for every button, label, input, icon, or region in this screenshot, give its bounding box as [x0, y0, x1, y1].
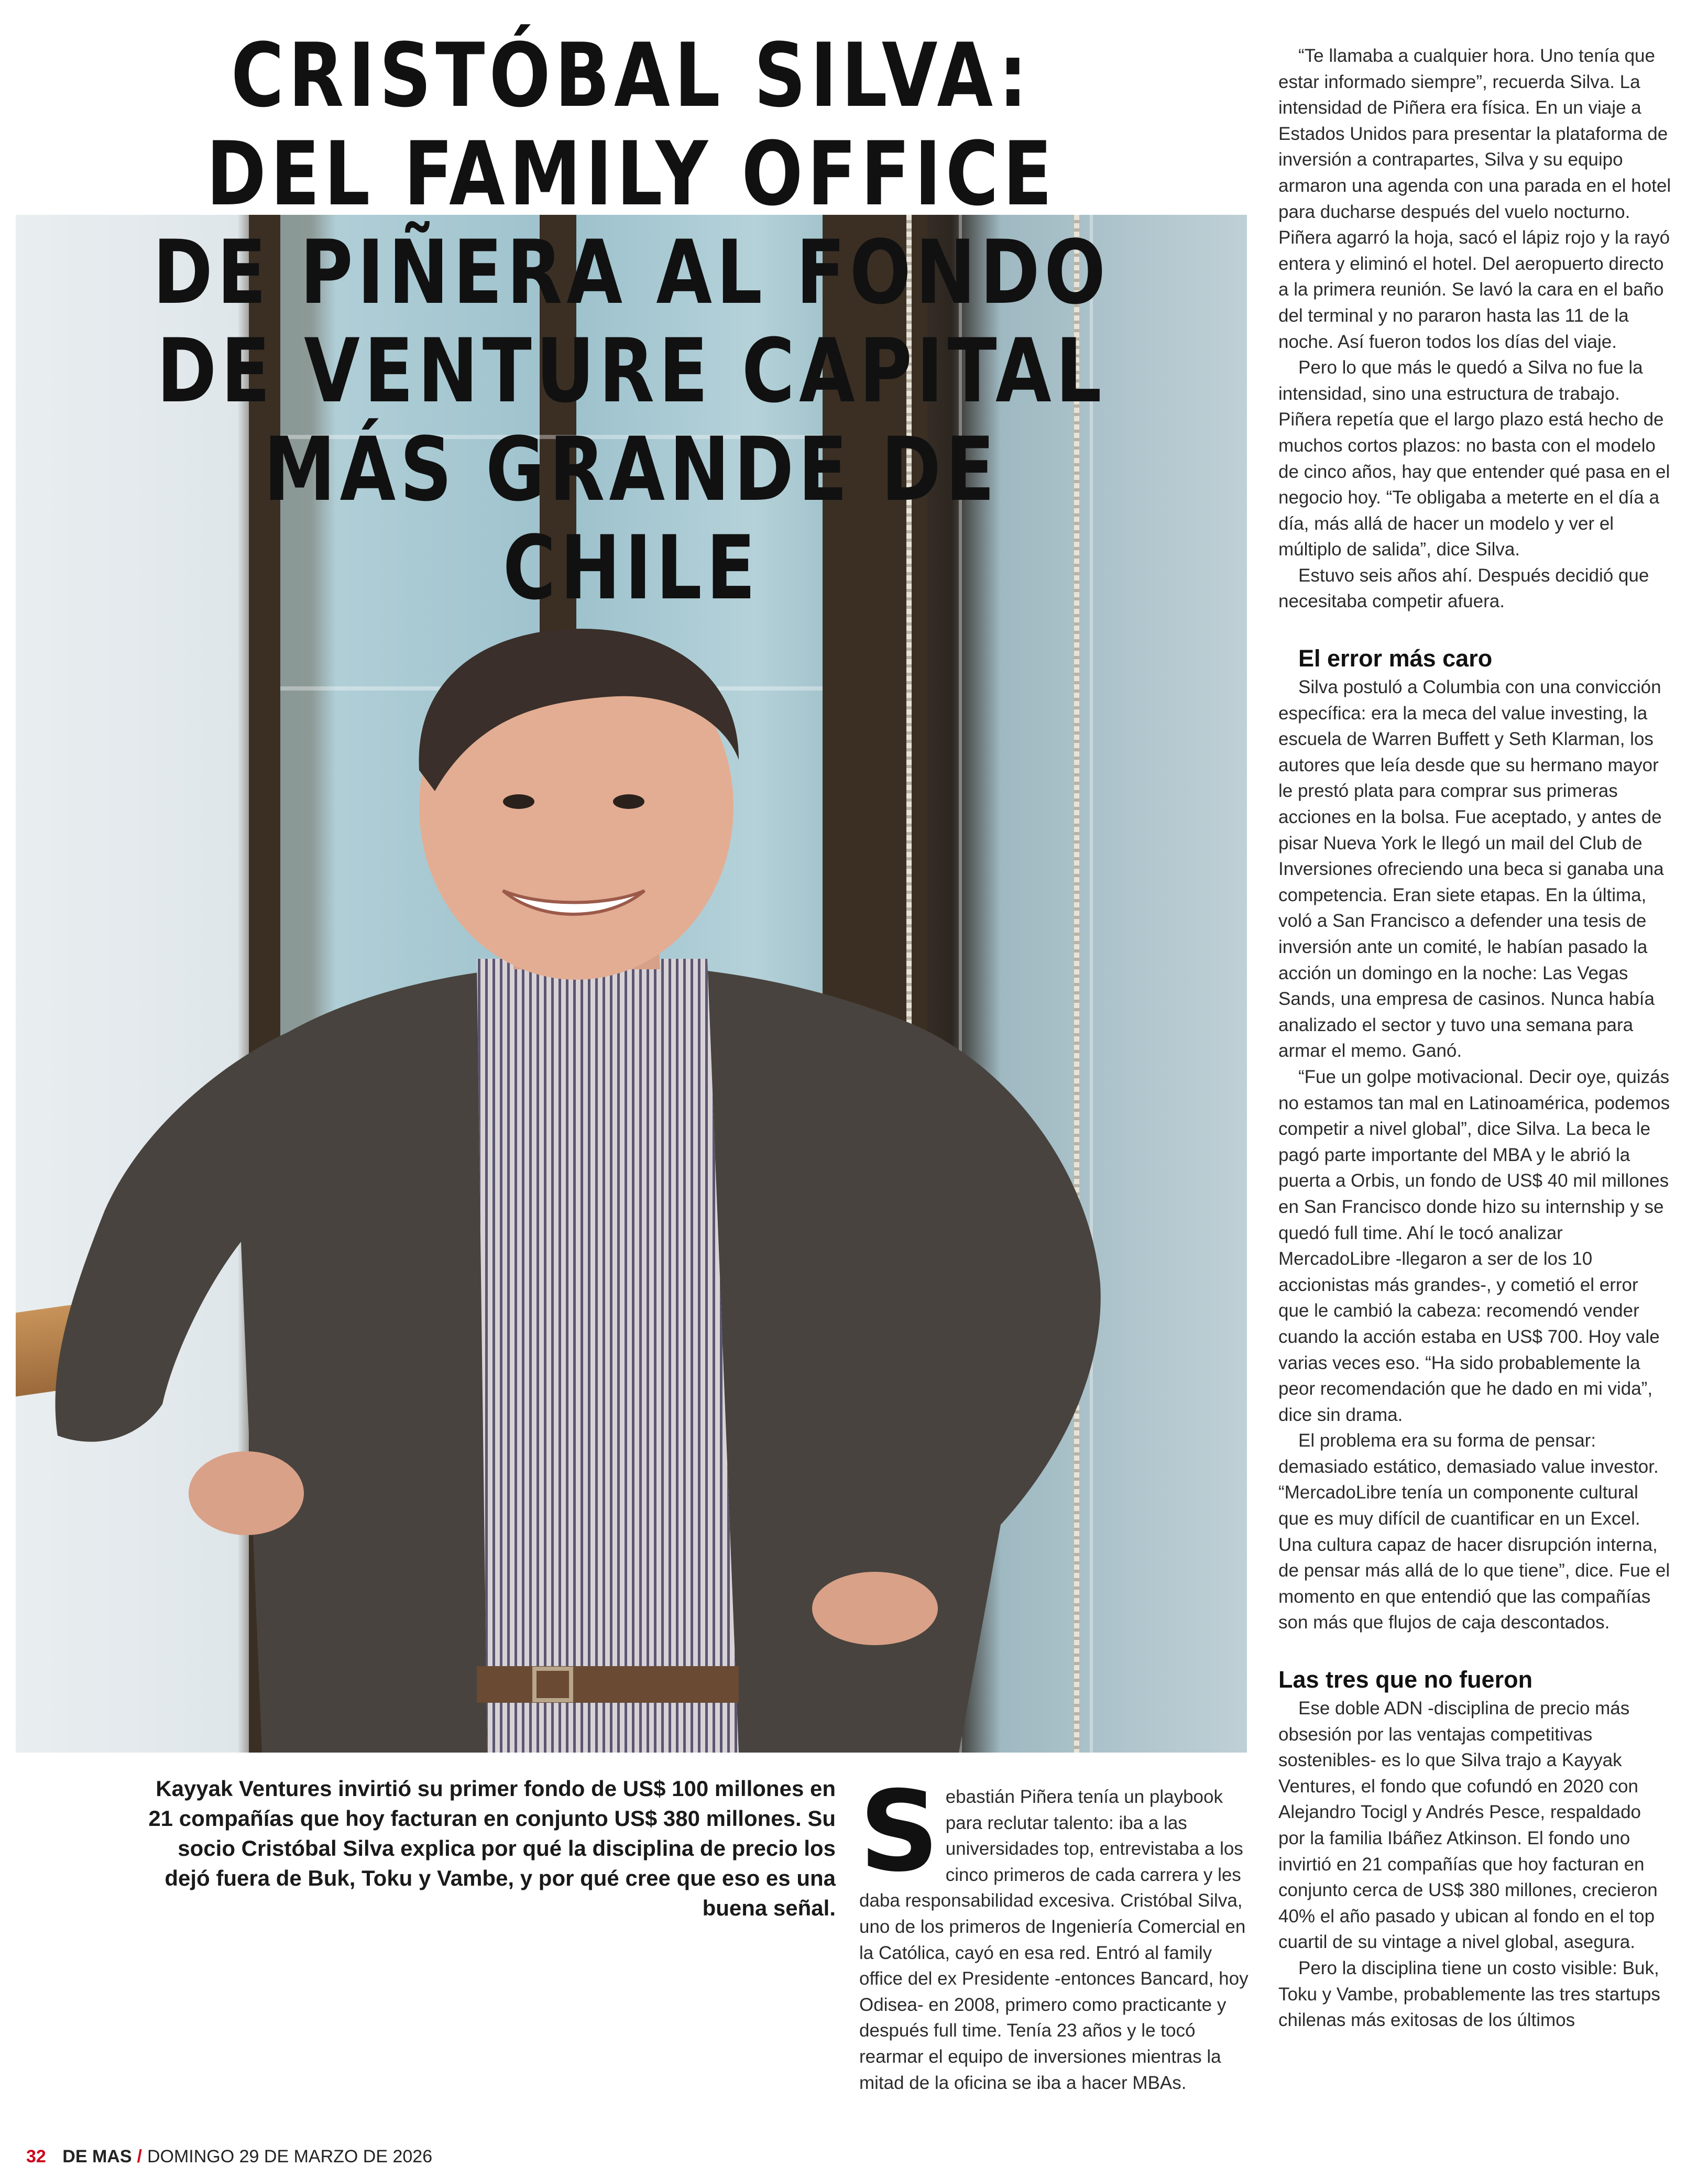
issue-date: DOMINGO 29 DE MARZO DE 2026 — [147, 2147, 433, 2166]
footer-divider: / — [137, 2147, 142, 2166]
section-tag — [702, 0, 975, 6]
paragraph: El problema era su forma de pensar: demasiado estático, demasiado value investor. “MercadoLibre tenía un componente cultural que es muy difícil de cuantificar en un Excel. Una cultura capaz de hacer disrupción interna, de pensar más allá de lo que tiene”, dice. Fue el momento en que entendió que las compañías son más que flujos de caja descontados. — [1278, 1430, 1670, 1633]
page-footer — [26, 2146, 432, 2167]
headline: CRISTÓBAL SILVA: DEL FAMILY OFFICE DE PIÑERA AL FONDO DE VENTURE CAPITAL MÁS GRANDE DE CHILE — [152, 24, 1110, 619]
paragraph: Silva postuló a Columbia con una convicción específica: era la meca del value investing, la escuela de Warren Buffett y Seth Klarman, los autores que leía desde que su hermano mayor le prestó plata para comprar sus primeras acciones en la bolsa. Fue aceptado, y antes de pisar Nueva York le llegó un mail del Club de Inversiones ofreciendo una beca si ganaba una competencia. Eran siete etapas. En la última, voló a San Francisco a defender una tesis de inversión ante un comité, le habían pasado la acción un domingo en la noche: Las Vegas Sands, una empresa de casinos. Nunca había analizado el sector y tuvo una semana para armar el memo. Ganó. — [1278, 677, 1664, 1061]
paragraph: Pero lo que más le quedó a Silva no fue la intensidad, sino una estructura de trabajo. Piñera repetía que el largo plazo está hecho de muchos cortos plazos: no basta con el modelo de cinco años, hay que entender qué pasa en el negocio hoy. “Te obligaba a meterte en el día a día, más allá de hacer un modelo y ver el múltiplo de salida”, dice Silva. — [1278, 357, 1670, 560]
body-column-right — [1278, 43, 1671, 2033]
paragraph: Estuvo seis años ahí. Después decidió que necesitaba competir afuera. — [1278, 565, 1649, 612]
paragraph: “Fue un golpe motivacional. Decir oye, quizás no estamos tan mal en Latinoamérica, podemos competir a nivel global”, dice Silva. La beca le pagó parte importante del MBA y le abrió la puerta a Orbis, un fondo de US$ 40 mil millones en San Francisco donde hizo su internship y se quedó full time. Ahí le tocó analizar MercadoLibre -llegaron a ser de los 10 accionistas más grandes-, y cometió el error que le cambió la cabeza: recomendó vender cuando la acción estaba en US$ 700. Hoy vale varias veces eso. “Ha sido probablemente la peor recomendación que he dado en mi vida”, dice sin drama. — [1278, 1066, 1670, 1425]
subheading-error: El error más caro — [1298, 645, 1493, 672]
paragraph: Ese doble ADN -disciplina de precio más obsesión por las ventajas competitivas sostenibles- es lo que Silva trajo a Kayyak Ventures, el fondo que cofundó en 2020 con Alejandro Tocigl y Andrés Pesce, respaldado por la familia Ibáñez Atkinson. El fondo uno invirtió en 21 compañías que hoy facturan en conjunto cerca de US$ 380 millones, crecieron 40% el año pasado y ubican al fondo en el top cuartil de su vintage a nivel global, asegura. — [1278, 1698, 1658, 1953]
section-name: DE MAS — [62, 2147, 132, 2166]
intro-paragraph: Sebastián Piñera tenía un playbook para reclutar talento: iba a las universidades top, entrevistaba a los cinco primeros de cada carrera y les daba responsabilidad excesiva. Cristóbal Silva, uno de los primeros de Ingeniería Comercial en la Católica, cayó en esa red. Entró al family office del ex Presidente -entonces Bancard, hoy Odisea- en 2008, primero como practicante y después full time. Tenía 23 años y le tocó rearmar el equipo de inversiones mientras la mitad de la oficina se iba a hacer MBAs. — [859, 1767, 1249, 2093]
drop-cap: S — [859, 1767, 939, 1896]
page-number: 32 — [26, 2147, 46, 2166]
subheading-tres: Las tres que no fueron — [1278, 1666, 1533, 1693]
paragraph: Pero la disciplina tiene un costo visible: Buk, Toku y Vambe, probablemente las tres startups chilenas más exitosas de los últimos — [1278, 1957, 1660, 2031]
paragraph: “Te llamaba a cualquier hora. Uno tenía que estar informado siempre”, recuerda Silva. La intensidad de Piñera era física. En un viaje a Estados Unidos para presentar la plataforma de inversión a contrapartes, Silva y su equipo armaron una agenda con una parada en el hotel para ducharse después del vuelo nocturno. Piñera agarró la hoja, sacó el lápiz rojo y la rayó entera y eliminó el hotel. Del aeropuerto directo a la primera reunión. Se lavó la cara en el baño del terminal y no pararon hasta las 11 de la noche. Así fueron todos los días del viaje. — [1278, 46, 1671, 352]
lede: Kayyak Ventures invirtió su primer fondo de US$ 100 millones en 21 compañías que hoy facturan en conjunto US$ 380 millones. Su socio Cristóbal Silva explica por qué la disciplina de precio los dejó fuera de Buk, Toku y Vambe, y por qué cree que eso es una buena señal. — [148, 1776, 836, 1920]
body-column-middle — [859, 1767, 1252, 2096]
